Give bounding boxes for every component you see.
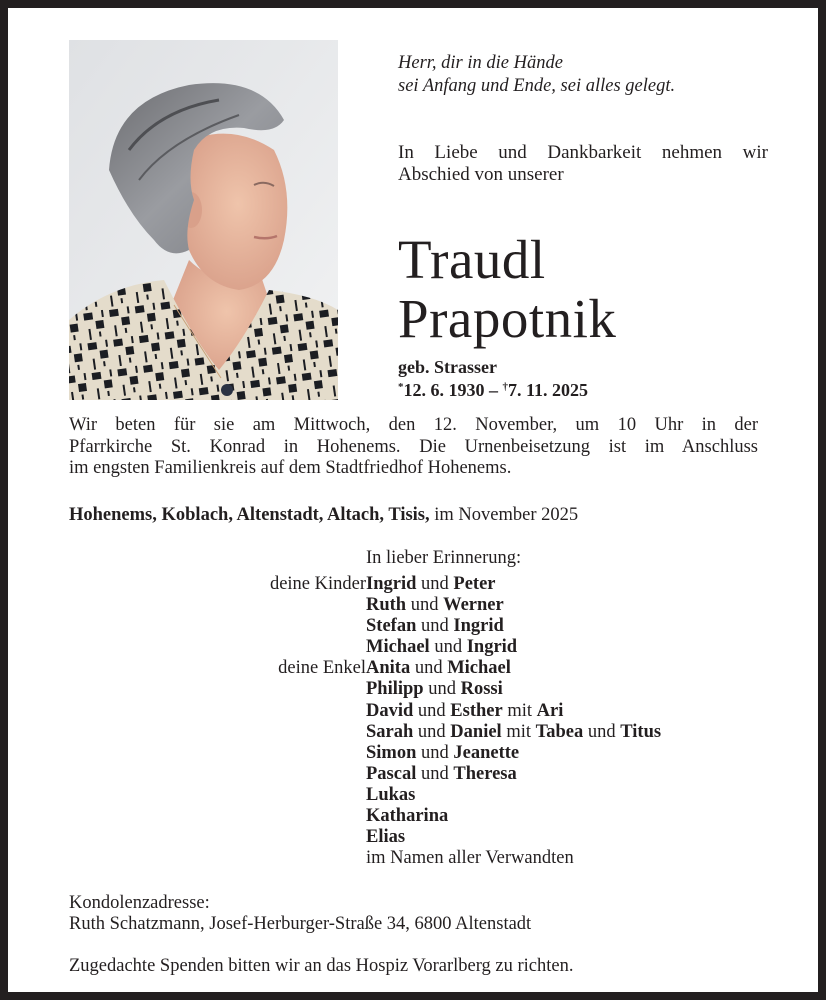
mourner-name: Theresa: [453, 763, 517, 784]
farewell-intro: [398, 142, 768, 186]
connector-text: mit: [501, 721, 536, 742]
mourner-names: [366, 743, 519, 764]
mourner-name: Sarah: [366, 721, 414, 742]
mourner-row: [8, 806, 818, 827]
life-dates: [398, 377, 588, 400]
places-and-date: [69, 504, 578, 526]
donations-note: Zugedachte Spenden bitten wir an das Hospiz Vorarlberg zu richten.: [69, 956, 574, 976]
mourner-name: Tabea: [535, 721, 584, 742]
mourner-names: [366, 679, 503, 700]
mourner-names: [366, 616, 504, 637]
connector-text: und: [429, 637, 467, 658]
notice-date: im November 2025: [429, 505, 579, 525]
mourner-name: Elias: [366, 827, 406, 848]
mourner-names: [366, 848, 574, 869]
mourner-row: [8, 785, 818, 806]
mourner-names: [366, 574, 496, 595]
mourner-name: Pascal: [366, 763, 417, 784]
connector-text: und: [416, 742, 454, 763]
mourner-name: Peter: [453, 574, 496, 594]
mourner-row: [8, 827, 818, 848]
relation-label: deine Enkel: [278, 658, 366, 679]
mourner-name: Daniel: [450, 721, 502, 742]
mourner-name: Ari: [536, 700, 564, 721]
mourner-row: [8, 701, 818, 722]
verse-line-1: Herr, dir in die Hände: [398, 53, 563, 73]
mourner-name: Simon: [366, 742, 417, 763]
death-cross-icon: †: [502, 381, 508, 393]
portrait-image: [69, 40, 338, 400]
connector-text: mit: [502, 700, 537, 721]
last-name: Prapotnik: [398, 288, 617, 349]
condolence-address-line: Ruth Schatzmann, Josef-Herburger-Straße 34, 6800 Altenstadt: [69, 914, 532, 934]
first-name: Traudl: [398, 229, 546, 290]
mourner-name: Michael: [366, 637, 430, 658]
mourner-row: [8, 848, 818, 869]
service-details: [69, 415, 758, 480]
deceased-name: [398, 230, 616, 348]
date-separator: –: [489, 380, 498, 400]
mourners-list: [8, 574, 818, 869]
mourner-names: [366, 722, 661, 743]
connector-text: und: [423, 679, 461, 700]
mourner-row: [8, 722, 818, 743]
mourner-name: Philipp: [366, 679, 424, 700]
mourner-name: Jeanette: [453, 742, 520, 763]
mourner-name: Ingrid: [466, 637, 518, 658]
places-list: Hohenems, Koblach, Altenstadt, Altach, Tisis,: [69, 505, 430, 525]
intro-line-2: Abschied von unserer: [398, 164, 564, 185]
portrait-photo: [69, 40, 338, 400]
connector-text: und: [416, 616, 454, 637]
mourner-row: [8, 574, 818, 595]
connector-text: und: [583, 721, 621, 742]
mourner-name: Ruth: [366, 595, 407, 616]
birth-star-icon: *: [398, 381, 404, 393]
maiden-name: geb. Strasser: [398, 357, 497, 377]
death-date: 7. 11. 2025: [508, 380, 589, 400]
bible-verse: [398, 52, 675, 98]
birth-date: 12. 6. 1930: [403, 380, 485, 400]
service-line-1: Wir beten für sie am Mittwoch, den 12. November, um 10 Uhr in der: [69, 415, 758, 435]
mourner-row: [8, 637, 818, 658]
connector-text: und: [413, 721, 451, 742]
mourner-name: Ingrid: [366, 574, 417, 594]
connector-text: und: [416, 574, 454, 594]
mourner-name: Werner: [443, 595, 504, 616]
mourner-name: Titus: [620, 721, 662, 742]
connector-text: und: [416, 763, 454, 784]
service-line-2: Pfarrkirche St. Konrad in Hohenems. Die Urnenbeisetzung ist im Anschluss: [69, 436, 758, 457]
mourner-names: [366, 827, 405, 848]
connector-text: im Namen aller Verwandten: [366, 848, 574, 869]
mourner-names: [366, 701, 563, 722]
mourner-name: David: [366, 700, 414, 721]
mourner-name: Anita: [366, 658, 411, 679]
mourners-heading: In lieber Erinnerung:: [366, 548, 522, 568]
mourner-names: [366, 785, 415, 806]
relation-label: deine Kinder: [269, 574, 366, 594]
mourner-names: [366, 658, 511, 679]
mourner-name: Esther: [450, 700, 503, 721]
mourner-names: [366, 595, 504, 616]
connector-text: und: [410, 658, 448, 679]
mourner-name: Lukas: [366, 784, 416, 805]
mourner-names: [366, 764, 517, 785]
mourner-row: [8, 595, 818, 616]
condolence-address: [69, 893, 531, 935]
mourner-row: [8, 764, 818, 785]
mourner-name: Ingrid: [453, 616, 504, 637]
condolence-heading: Kondolenzadresse:: [69, 893, 210, 913]
mourner-name: Michael: [447, 658, 511, 679]
verse-line-2: sei Anfang und Ende, sei alles gelegt.: [398, 76, 676, 96]
intro-line-1: In Liebe und Dankbarkeit nehmen wir: [398, 142, 768, 163]
mourner-names: [366, 637, 517, 658]
obituary-notice: [8, 8, 818, 992]
mourner-row: [8, 616, 818, 637]
mourner-names: [366, 806, 448, 827]
mourner-name: Stefan: [366, 616, 417, 637]
connector-text: und: [413, 700, 451, 721]
service-line-3: im engsten Familienkreis auf dem Stadtfriedhof Hohenems.: [69, 458, 512, 478]
mourner-row: [8, 679, 818, 700]
mourner-row: [8, 743, 818, 764]
connector-text: und: [406, 595, 444, 616]
mourner-name: Rossi: [460, 679, 503, 700]
mourner-row: [8, 658, 818, 679]
mourner-name: Katharina: [366, 806, 449, 827]
